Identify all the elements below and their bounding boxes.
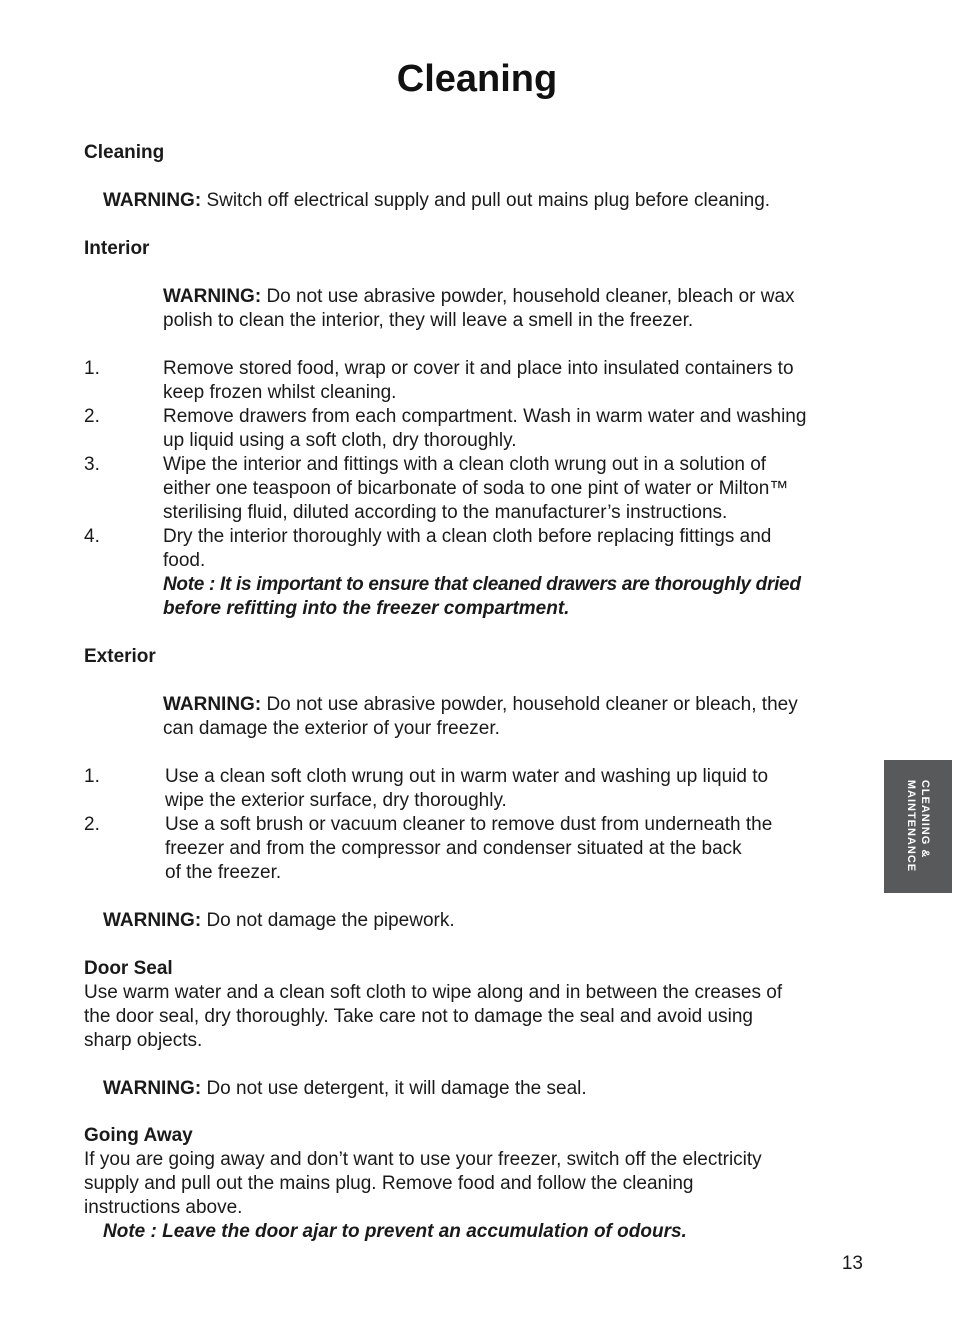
step-text: up liquid using a soft cloth, dry thoroughly. <box>163 430 517 451</box>
warning-text: Do not use abrasive powder, household cleaner, bleach or wax <box>266 286 795 307</box>
warning-text: Do not use abrasive powder, household cleaner or bleach, they <box>266 694 798 715</box>
door-seal-text: the door seal, dry thoroughly. Take care not to damage the seal and avoid using <box>84 1006 753 1027</box>
step-number: 1. <box>84 358 100 379</box>
step-text: sterilising fluid, diluted according to the manufacturer’s instructions. <box>163 502 728 523</box>
step-text: Remove drawers from each compartment. Wash in warm water and washing <box>163 406 807 427</box>
section-heading-exterior: Exterior <box>84 646 156 667</box>
interior-warning-line2: polish to clean the interior, they will leave a smell in the freezer. <box>163 310 694 331</box>
warning-text: Do not use detergent, it will damage the seal. <box>206 1078 587 1099</box>
step-number: 2. <box>84 406 100 427</box>
cleaning-warning <box>103 189 770 213</box>
warning-label: WARNING: <box>103 190 202 211</box>
step-text: Use a soft brush or vacuum cleaner to remove dust from underneath the <box>165 814 773 835</box>
section-side-tab <box>884 760 952 893</box>
step-text: Use a clean soft cloth wrung out in warm water and washing up liquid to <box>165 766 769 787</box>
step-number: 4. <box>84 526 100 547</box>
step-text: food. <box>163 550 206 571</box>
step-text: of the freezer. <box>165 862 282 883</box>
step-number: 3. <box>84 454 100 475</box>
warning-label: WARNING: <box>103 1078 202 1099</box>
exterior-warning-line2: can damage the exterior of your freezer. <box>163 718 500 739</box>
warning-label: WARNING: <box>103 910 202 931</box>
step-text: wipe the exterior surface, dry thoroughly. <box>165 790 507 811</box>
warning-label: WARNING: <box>163 694 262 715</box>
section-heading-door-seal: Door Seal <box>84 958 173 979</box>
section-heading-cleaning: Cleaning <box>84 142 165 163</box>
side-tab-label <box>904 780 932 872</box>
step-text: either one teaspoon of bicarbonate of soda to one pint of water or Milton™ <box>163 478 789 499</box>
interior-warning <box>163 285 795 309</box>
page-number: 13 <box>841 1253 863 1274</box>
step-text: Dry the interior thoroughly with a clean cloth before replacing fittings and <box>163 526 772 547</box>
exterior-warning <box>163 693 798 717</box>
section-heading-interior: Interior <box>84 238 150 259</box>
warning-label: WARNING: <box>163 286 262 307</box>
interior-note-line2: before refitting into the freezer compartment. <box>163 598 570 619</box>
going-away-text: supply and pull out the mains plug. Remove food and follow the cleaning <box>84 1173 694 1194</box>
step-text: freezer and from the compressor and condenser situated at the back <box>165 838 742 859</box>
going-away-text: If you are going away and don’t want to use your freezer, switch off the electricity <box>84 1149 762 1170</box>
step-text: keep frozen whilst cleaning. <box>163 382 397 403</box>
warning-text: Do not damage the pipework. <box>206 910 455 931</box>
side-tab-line2: MAINTENANCE <box>905 779 917 873</box>
warning-text: Switch off electrical supply and pull out mains plug before cleaning. <box>206 190 771 211</box>
interior-note: Note : It is important to ensure that cleaned drawers are thoroughly dried <box>163 574 801 595</box>
step-number: 2. <box>84 814 100 835</box>
side-tab-line1: CLEANING & <box>919 779 931 859</box>
page-title: Cleaning <box>396 58 558 100</box>
exterior-warning-pipework <box>103 909 455 933</box>
step-text: Remove stored food, wrap or cover it and place into insulated containers to <box>163 358 794 379</box>
step-number: 1. <box>84 766 100 787</box>
door-seal-warning <box>103 1077 587 1101</box>
going-away-note: Note : Leave the door ajar to prevent an accumulation of odours. <box>103 1221 687 1242</box>
going-away-text: instructions above. <box>84 1197 243 1218</box>
section-heading-going-away: Going Away <box>84 1125 193 1146</box>
step-text: Wipe the interior and fittings with a clean cloth wrung out in a solution of <box>163 454 767 475</box>
door-seal-text: sharp objects. <box>84 1030 203 1051</box>
door-seal-text: Use warm water and a clean soft cloth to wipe along and in between the creases of <box>84 982 783 1003</box>
